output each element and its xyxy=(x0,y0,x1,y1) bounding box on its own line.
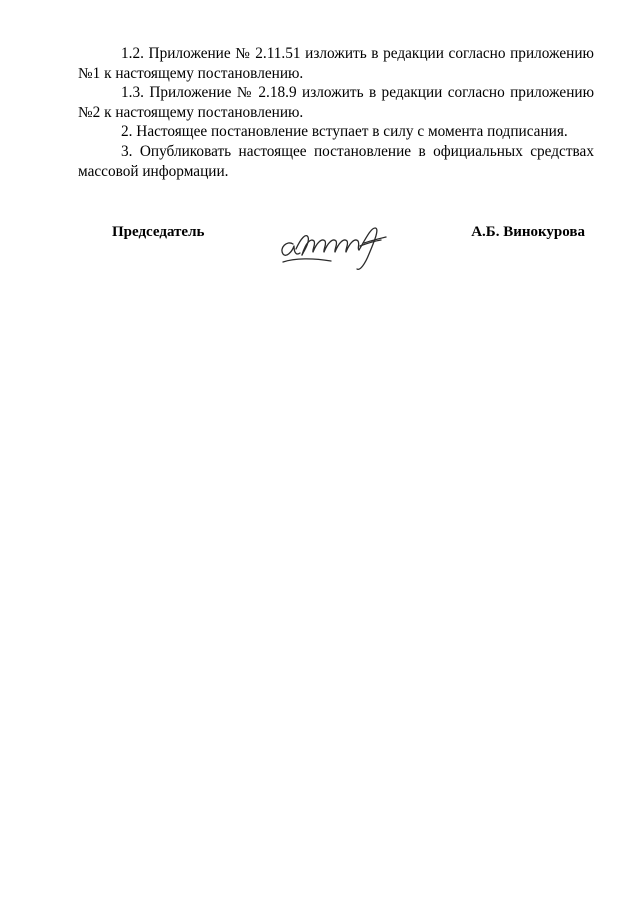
document-body xyxy=(78,44,594,181)
paragraph-1-3: 1.3. Приложение № 2.18.9 изложить в редакции согласно приложению №2 к настоящему постановлению. xyxy=(78,84,594,121)
signatory-title: Председатель xyxy=(112,224,205,240)
signatory-name: А.Б. Винокурова xyxy=(471,224,585,240)
paragraph-3: 3. Опубликовать настоящее постановление в официальных средствах массовой информации. xyxy=(78,142,594,180)
paragraph-1-2: 1.2. Приложение № 2.11.51 изложить в редакции согласно приложению №1 к настоящему постановлению. xyxy=(78,45,594,82)
paragraph-2: 2. Настоящее постановление вступает в силу с момента подписания. xyxy=(121,123,568,141)
handwritten-signature xyxy=(275,222,391,274)
